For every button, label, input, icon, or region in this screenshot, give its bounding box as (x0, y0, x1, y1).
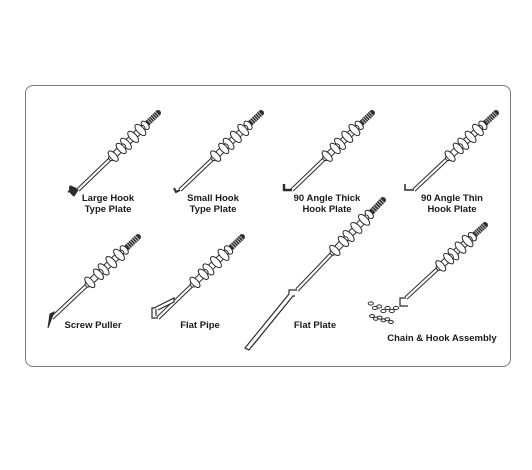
label-small-hook: Small Hook Type Plate (187, 193, 239, 215)
label-chain-hook-assembly: Chain & Hook Assembly (387, 333, 497, 344)
label-flat-plate: Flat Plate (293, 320, 337, 331)
tool-90-angle-thin-hook (405, 112, 497, 192)
label-flat-pipe: Flat Pipe (180, 320, 220, 331)
tool-small-hook (174, 112, 262, 192)
tool-large-hook (68, 112, 159, 196)
tool-screw-puller (48, 236, 139, 328)
label-90-angle-thick-hook: 90 Angle Thick Hook Plate (293, 193, 361, 215)
label-large-hook: Large Hook Type Plate (81, 193, 135, 215)
label-90-angle-thin-hook: 90 Angle Thin Hook Plate (421, 193, 483, 215)
tool-flat-pipe (152, 236, 243, 320)
tool-chain-hook-assembly (368, 224, 486, 324)
tool-90-angle-thick-hook (284, 112, 373, 192)
label-screw-puller: Screw Puller (64, 320, 122, 331)
